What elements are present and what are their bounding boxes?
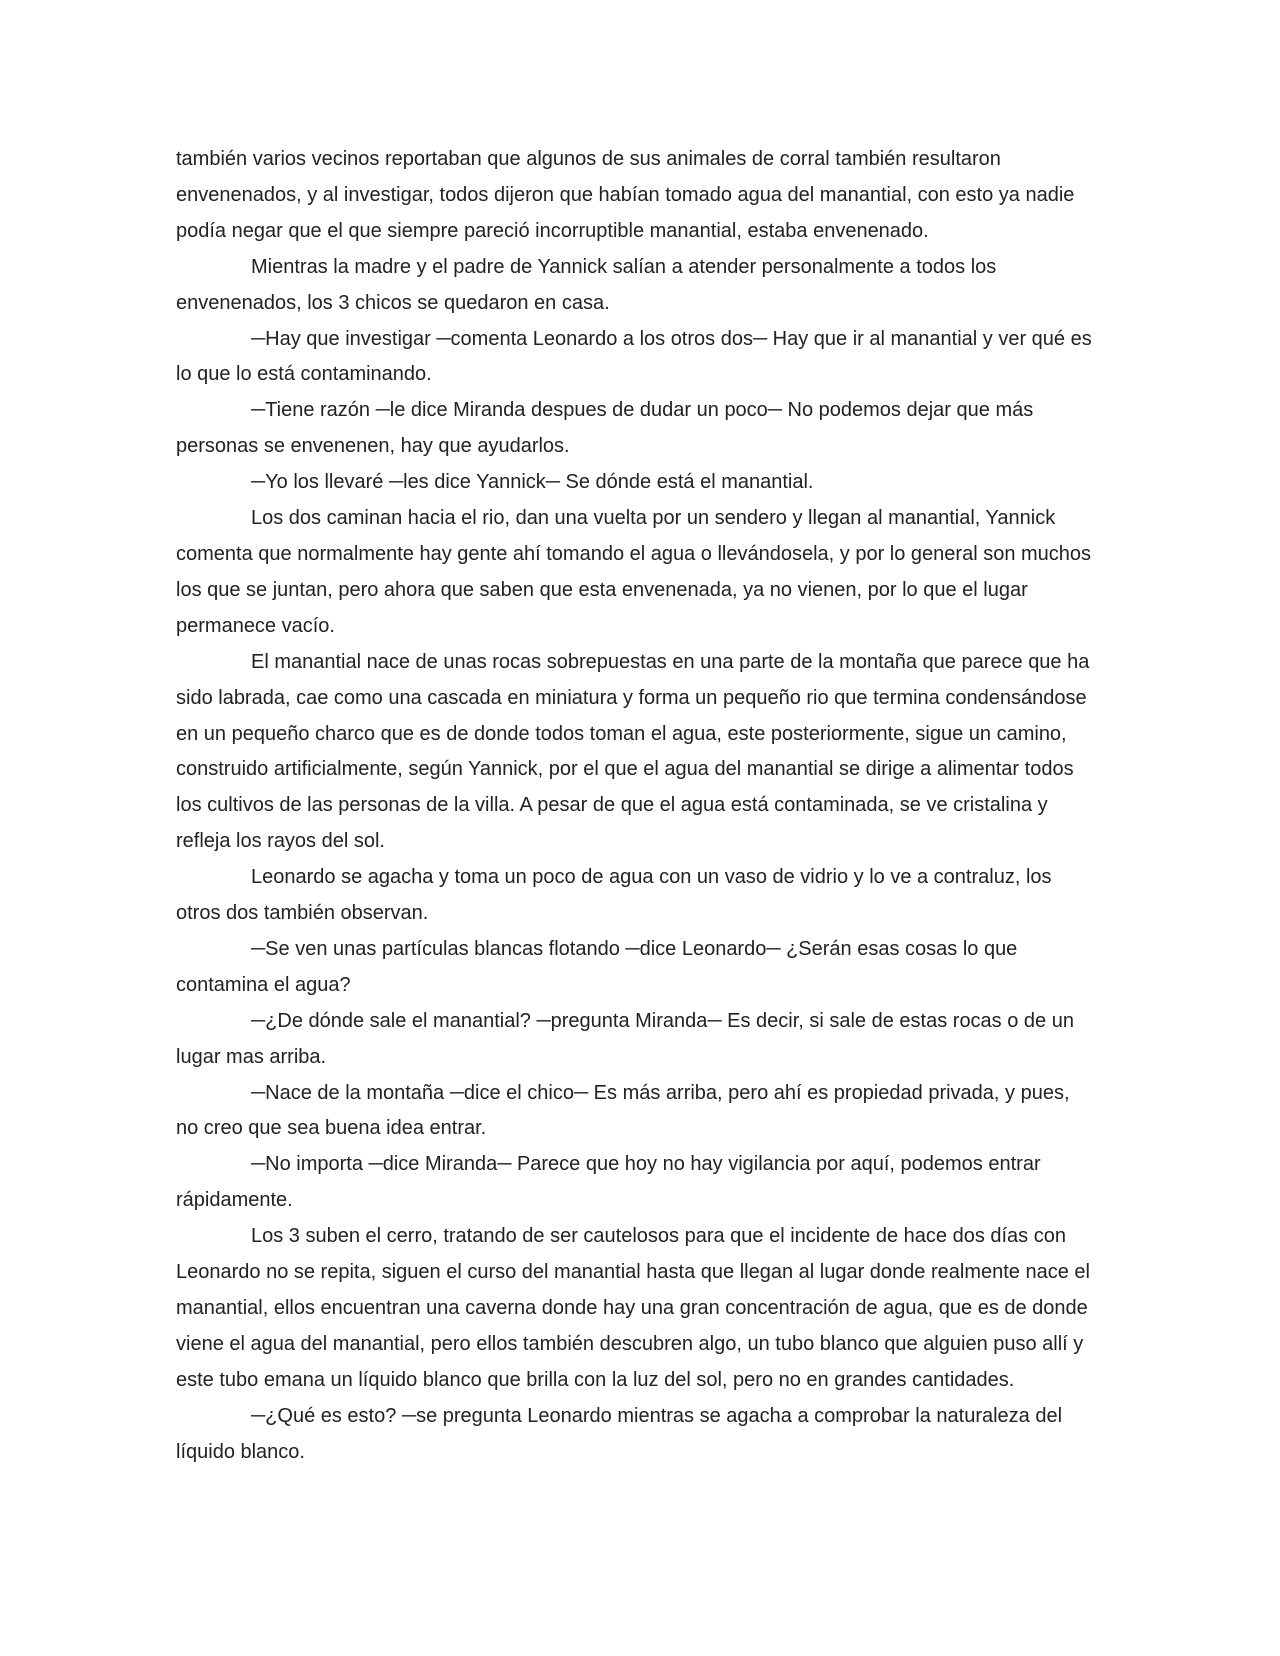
paragraph-12: ─No importa ─dice Miranda─ Parece que hoy no hay vigilancia por aquí, podemos entrar rápidamente. <box>176 1153 1041 1212</box>
paragraph-9: ─Se ven unas partículas blancas flotando ─dice Leonardo─ ¿Serán esas cosas lo que contamina el agua? <box>176 937 1018 996</box>
paragraph-14: ─¿Qué es esto? ─se pregunta Leonardo mientras se agacha a comprobar la naturaleza del líquido blanco. <box>176 1404 1063 1463</box>
paragraph-6: Los dos caminan hacia el rio, dan una vuelta por un sendero y llegan al manantial, Yannick comenta que normalmente hay gente ahí tomando el agua o llevándosela, y por lo general son muchos los que se juntan, pero ahora que saben que esta envenenada, ya no vienen, por lo que el lugar permanece vacío. <box>176 507 1092 637</box>
paragraph-5: ─Yo los llevaré ─les dice Yannick─ Se dónde está el manantial. <box>251 471 814 494</box>
document-body <box>176 142 1094 1471</box>
paragraph-1: también varios vecinos reportaban que algunos de sus animales de corral también resultaron envenenados, y al investigar, todos dijeron que habían tomado agua del manantial, con esto ya nadie podía negar que el que siempre pareció incorruptible manantial, estaba envenenado. <box>176 148 1075 242</box>
paragraph-13: Los 3 suben el cerro, tratando de ser cautelosos para que el incidente de hace dos días con Leonardo no se repita, siguen el curso del manantial hasta que llegan al lugar donde realmente nace el manantial, ellos encuentran una caverna donde hay una gran concentración de agua, que es de donde viene el agua del manantial, pero ellos también descubren algo, un tubo blanco que alguien puso allí y este tubo emana un líquido blanco que brilla con la luz del sol, pero no en grandes cantidades. <box>176 1225 1090 1391</box>
paragraph-7: El manantial nace de unas rocas sobrepuestas en una parte de la montaña que parece que ha sido labrada, cae como una cascada en miniatura y forma un pequeño rio que termina condensándose en un pequeño charco que es de donde todos toman el agua, este posteriormente, sigue un camino, construido artificialmente, según Yannick, por el que el agua del manantial se dirige a alimentar todos los cultivos de las personas de la villa. A pesar de que el agua está contaminada, se ve cristalina y refleja los rayos del sol. <box>176 650 1090 853</box>
paragraph-2: Mientras la madre y el padre de Yannick salían a atender personalmente a todos los envenenados, los 3 chicos se quedaron en casa. <box>176 255 997 314</box>
paragraph-10: ─¿De dónde sale el manantial? ─pregunta Miranda─ Es decir, si sale de estas rocas o de un lugar mas arriba. <box>176 1009 1074 1068</box>
paragraph-3: ─Hay que investigar ─comenta Leonardo a los otros dos─ Hay que ir al manantial y ver qué es lo que lo está contaminando. <box>176 327 1092 386</box>
paragraph-8: Leonardo se agacha y toma un poco de agua con un vaso de vidrio y lo ve a contraluz, los otros dos también observan. <box>176 866 1052 925</box>
paragraph-4: ─Tiene razón ─le dice Miranda despues de dudar un poco─ No podemos dejar que más personas se envenenen, hay que ayudarlos. <box>176 399 1034 458</box>
paragraph-11: ─Nace de la montaña ─dice el chico─ Es más arriba, pero ahí es propiedad privada, y pues, no creo que sea buena idea entrar. <box>176 1081 1070 1140</box>
